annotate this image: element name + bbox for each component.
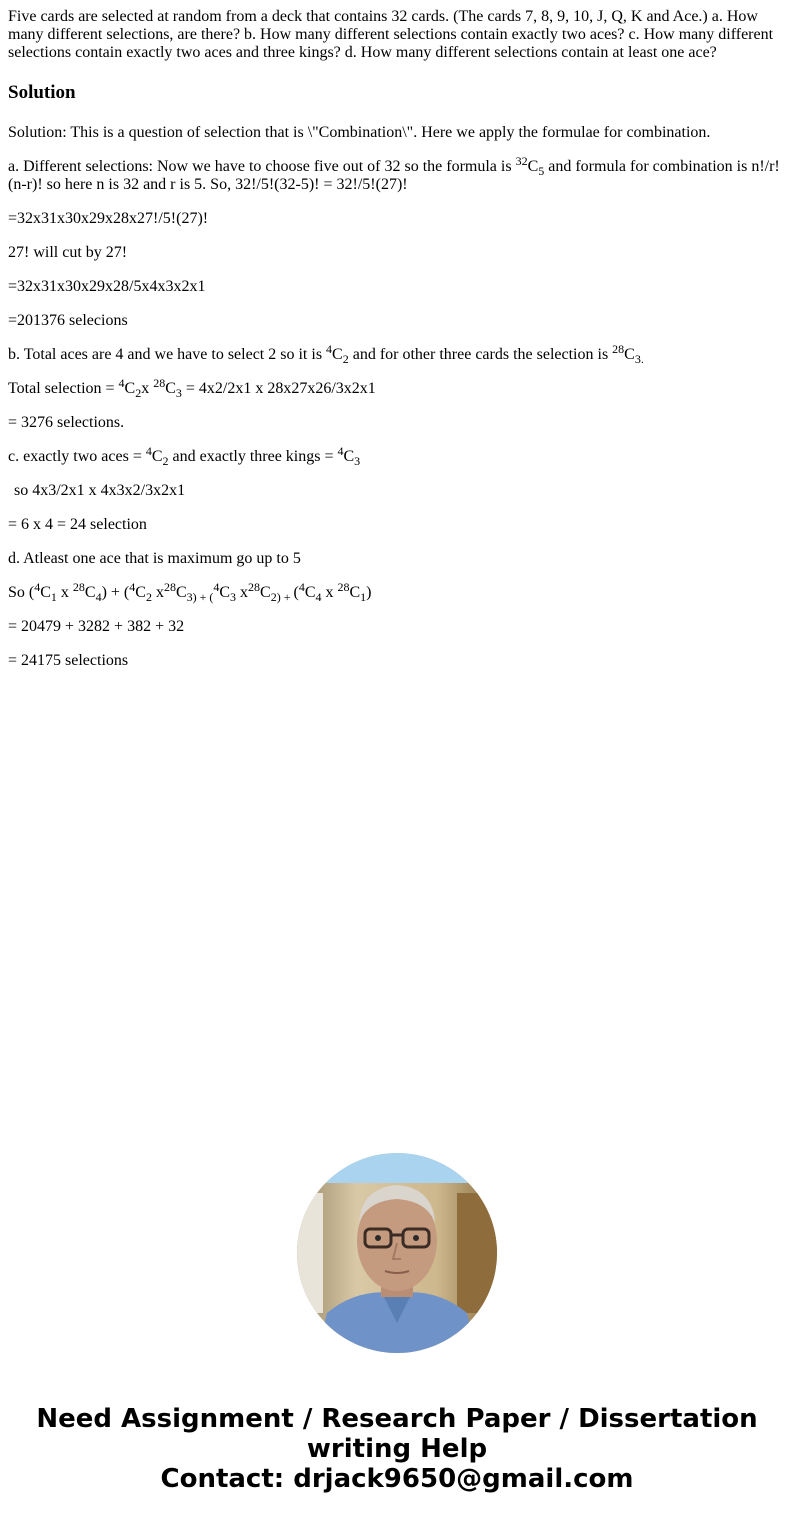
part-a-step3: =32x31x30x29x28/5x4x3x2x1 xyxy=(8,278,206,295)
tutor-avatar xyxy=(297,1153,497,1353)
solution-heading: Solution xyxy=(8,82,76,103)
part-c-formula: c. exactly two aces = $^4C_2$ and exactly three kings = $^4C_3$ xyxy=(8,444,361,468)
promo-contact: Contact: drjack9650@gmail.com xyxy=(160,1464,634,1494)
promo-footer xyxy=(0,1404,794,1494)
tutor-portrait-image xyxy=(297,1153,497,1353)
solution-intro: Solution: This is a question of selection that is \"Combination\". Here we apply the formulae for combination. xyxy=(8,124,711,141)
part-a-step1: =32x31x30x29x28x27!/5!(27)! xyxy=(8,210,209,227)
part-c-step: so 4x3/2x1 x 4x3x2/3x2x1 xyxy=(14,482,186,499)
part-b-total: Total selection = $^4C_2x$ $^{28}C_3 = 4x2/2x1$ x 28x27x26/3x2x1 xyxy=(8,376,376,400)
promo-line-2: writing Help xyxy=(306,1434,488,1464)
part-d-intro: d. Atleast one ace that is maximum go up to 5 xyxy=(8,550,301,567)
part-d-result: = 24175 selections xyxy=(8,652,129,669)
part-b-formula: b. Total aces are 4 and we have to select 2 so it is $^4C_2$ and for other three cards the selection is $^{28}C_{3.}$ xyxy=(8,342,644,366)
part-a-formula: a. Different selections: Now we have to choose five out of 32 so the formula is $^{32}C_5$ and formula for combination is n!/r!(n-r)! so here n is 32 and r is 5. So, 32!/5!(32-5)! = 32!/5!(27)! xyxy=(8,154,780,193)
part-c-result: = 6 x 4 = 24 selection xyxy=(8,516,147,533)
question-text: Five cards are selected at random from a deck that contains 32 cards. (The cards 7, 8, 9, 10, J, Q, K and Ace.) a. How many different selections, are there? b. How many different selections contain exactly two aces? c. How many different selections contain exactly two aces and three kings? d. How many different selections contain at least one ace? xyxy=(8,8,774,61)
part-a-step2: 27! will cut by 27! xyxy=(8,244,128,261)
part-d-formula: So ($^4C_1$ x $^{28}C_4) + (^4C_2$ $x^{28}C_{3) + (}^4C_3$ $x^{28}C_{2) +}$ ($^4C_4$ x $^{28}C_1$) xyxy=(8,580,372,604)
document-body xyxy=(0,0,794,670)
part-b-result: = 3276 selections. xyxy=(8,414,125,431)
promo-line-1: Need Assignment / Research Paper / Dissertation xyxy=(36,1404,758,1434)
part-a-result: =201376 selecions xyxy=(8,312,128,329)
part-d-sum: = 20479 + 3282 + 382 + 32 xyxy=(8,618,185,635)
